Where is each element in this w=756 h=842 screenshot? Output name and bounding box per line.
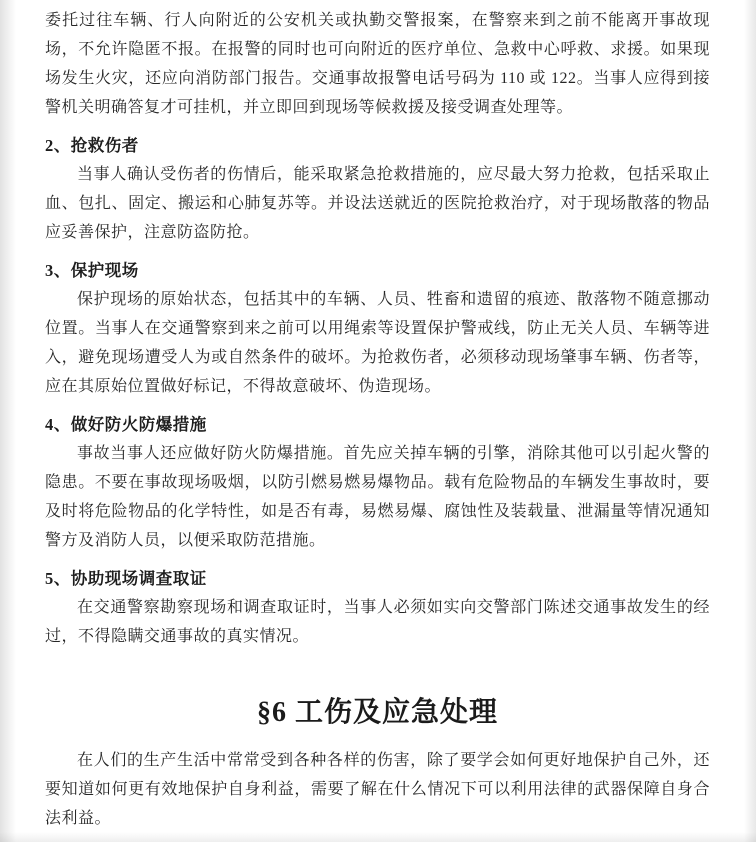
continuation-paragraph: 委托过往车辆、行人向附近的公安机关或执勤交警报案，在警察来到之前不能离开事故现场，不允许隐匿不报。在报警的同时也可向附近的医疗单位、急救中心呼救、求援。如果现场发生火灾，还应向消防部门报告。交通事故报警电话号码为 110 或 122。当事人应得到接警机关明确答复才可挂机，并立即回到现场等候救援及接受调查处理等。 [45, 12, 710, 116]
section-heading-assist-investigation: 5、协助现场调查取证 [45, 569, 207, 588]
section-heading-protect-scene: 3、保护现场 [45, 261, 139, 280]
section-body-rescue-injured: 当事人确认受伤者的伤情后，能采取紧急抢救措施的，应尽最大努力抢救，包括采取止血、包扎、固定、搬运和心肺复苏等。并设法送就近的医院抢救治疗，对于现场散落的物品应妥善保护，注意防盗防抢。 [45, 166, 710, 241]
chapter-intro-paragraph: 在人们的生产生活中常常受到各种各样的伤害，除了要学会如何更好地保护自己外，还要知道如何更有效地保护自身利益，需要了解在什么情况下可以利用法律的武器保障自身合法利益。 [45, 752, 710, 827]
section-body-assist-investigation: 在交通警察勘察现场和调查取证时，当事人必须如实向交警部门陈述交通事故发生的经过，不得隐瞒交通事故的真实情况。 [45, 599, 710, 645]
section-body-protect-scene: 保护现场的原始状态，包括其中的车辆、人员、牲畜和遗留的痕迹、散落物不随意挪动位置。当事人在交通警察到来之前可以用绳索等设置保护警戒线，防止无关人员、车辆等进入，避免现场遭受人为或自然条件的破坏。为抢救伤者，必须移动现场肇事车辆、伤者等，应在其原始位置做好标记，不得故意破坏、伪造现场。 [45, 291, 710, 395]
section-body-fire-prevention: 事故当事人还应做好防火防爆措施。首先应关掉车辆的引擎，消除其他可以引起火警的隐患。不要在事故现场吸烟，以防引燃易燃易爆物品。载有危险物品的车辆发生事故时，要及时将危险物品的化学特性，如是否有毒，易燃易爆、腐蚀性及装载量、泄漏量等情况通知警方及消防人员，以便采取防范措施。 [45, 445, 710, 549]
section-heading-fire-prevention: 4、做好防火防爆措施 [45, 415, 207, 434]
chapter-heading: §6 工伤及应急处理 [256, 697, 498, 728]
section-heading-rescue-injured: 2、抢救伤者 [45, 136, 139, 155]
